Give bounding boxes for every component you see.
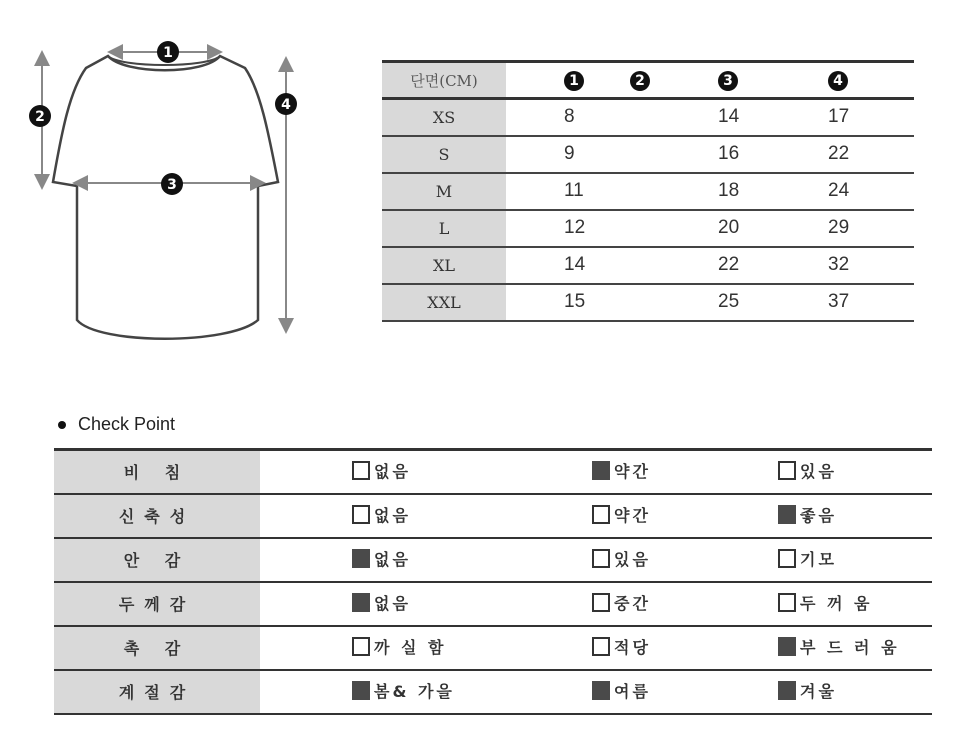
check-option[interactable] (592, 591, 651, 614)
unchecked-box-icon[interactable] (352, 461, 370, 480)
check-option-label: 까 실 함 (374, 638, 447, 657)
unchecked-box-icon[interactable] (592, 593, 610, 612)
check-option-label: 약간 (614, 506, 651, 525)
check-option[interactable] (352, 503, 411, 526)
table-row (382, 247, 914, 284)
table-row (382, 210, 914, 247)
checked-box-icon[interactable] (592, 461, 610, 480)
check-row (54, 538, 932, 582)
check-row (54, 626, 932, 670)
check-option-label: 봄& 가을 (374, 682, 455, 701)
marker-3 (161, 173, 183, 195)
check-option[interactable] (778, 547, 837, 570)
value-2 (630, 284, 710, 321)
value-1: 9 (506, 136, 630, 173)
value-3: 22 (710, 247, 826, 284)
check-row (54, 670, 932, 714)
checked-box-icon[interactable] (352, 681, 370, 700)
value-4: 24 (826, 173, 914, 210)
check-row (54, 450, 932, 494)
value-1: 11 (506, 173, 630, 210)
value-4: 17 (826, 99, 914, 136)
value-1: 14 (506, 247, 630, 284)
unchecked-box-icon[interactable] (778, 461, 796, 480)
svg-text:3: 3 (167, 177, 177, 193)
check-option-label: 여름 (614, 682, 651, 701)
check-option[interactable] (592, 459, 651, 482)
header-label: 단면(CM) (382, 62, 506, 99)
column-marker-4: 4 (828, 71, 848, 91)
check-option-label: 부 드 러 움 (800, 638, 900, 657)
table-row (382, 173, 914, 210)
size-label: M (382, 173, 506, 210)
table-row (382, 136, 914, 173)
check-point-table (54, 448, 932, 715)
check-point-title: Check Point (58, 414, 175, 435)
check-option[interactable] (592, 679, 651, 702)
unchecked-box-icon[interactable] (592, 549, 610, 568)
check-option-label: 적당 (614, 638, 651, 657)
value-2 (630, 136, 710, 173)
checked-box-icon[interactable] (778, 637, 796, 656)
checked-box-icon[interactable] (778, 505, 796, 524)
check-option[interactable] (352, 679, 455, 702)
value-3: 18 (710, 173, 826, 210)
unchecked-box-icon[interactable] (778, 549, 796, 568)
value-2 (630, 247, 710, 284)
svg-text:4: 4 (281, 97, 291, 113)
value-1: 8 (506, 99, 630, 136)
checked-box-icon[interactable] (352, 593, 370, 612)
check-option-label: 약간 (614, 462, 651, 482)
check-option-label: 겨울 (800, 682, 837, 701)
value-3: 20 (710, 210, 826, 247)
unchecked-box-icon[interactable] (592, 505, 610, 524)
svg-text:1: 1 (163, 45, 173, 61)
check-row-label: 안 감 (54, 538, 260, 582)
value-4: 32 (826, 247, 914, 284)
size-label: S (382, 136, 506, 173)
unchecked-box-icon[interactable] (352, 505, 370, 524)
value-3: 25 (710, 284, 826, 321)
unchecked-box-icon[interactable] (592, 637, 610, 656)
check-option-label: 있음 (800, 462, 837, 482)
column-marker-3: 3 (718, 71, 738, 91)
checked-box-icon[interactable] (352, 549, 370, 568)
checked-box-icon[interactable] (592, 681, 610, 700)
bullet-icon (58, 421, 66, 429)
check-row-label: 계절감 (54, 670, 260, 714)
check-option-label: 기모 (800, 550, 837, 569)
check-option[interactable] (778, 459, 837, 482)
check-option-label: 중간 (614, 594, 651, 613)
column-marker-2: 2 (630, 71, 650, 91)
check-option[interactable] (352, 591, 411, 614)
check-row-label: 비 침 (54, 450, 260, 494)
check-option-label: 있음 (614, 550, 651, 569)
unchecked-box-icon[interactable] (778, 593, 796, 612)
value-1: 12 (506, 210, 630, 247)
tshirt-measurement-diagram (20, 30, 320, 350)
check-option-label: 좋음 (800, 506, 837, 525)
column-marker-1: 1 (564, 71, 584, 91)
size-table (382, 60, 914, 322)
check-option[interactable] (778, 635, 900, 658)
check-row-label: 두께감 (54, 582, 260, 626)
check-option[interactable] (352, 459, 411, 482)
value-1: 15 (506, 284, 630, 321)
size-label: XS (382, 99, 506, 136)
check-option-label: 없음 (374, 594, 411, 613)
check-option-label: 없음 (374, 506, 411, 525)
value-2 (630, 210, 710, 247)
check-option-label: 두 꺼 움 (800, 594, 873, 613)
check-row-label: 촉 감 (54, 626, 260, 670)
check-option[interactable] (592, 635, 651, 658)
tshirt-outline (53, 56, 278, 339)
check-row-label: 신축성 (54, 494, 260, 538)
check-option-label: 없음 (374, 462, 411, 482)
unchecked-box-icon[interactable] (352, 637, 370, 656)
check-option[interactable] (352, 547, 411, 570)
checked-box-icon[interactable] (778, 681, 796, 700)
check-option-label: 없음 (374, 550, 411, 569)
check-option[interactable] (778, 591, 873, 614)
value-3: 14 (710, 99, 826, 136)
value-4: 22 (826, 136, 914, 173)
value-2 (630, 173, 710, 210)
value-4: 37 (826, 284, 914, 321)
svg-text:2: 2 (35, 109, 45, 125)
value-4: 29 (826, 210, 914, 247)
marker-2 (29, 105, 51, 127)
value-3: 16 (710, 136, 826, 173)
check-option[interactable] (592, 547, 651, 570)
check-option[interactable] (592, 503, 651, 526)
table-row (382, 284, 914, 321)
marker-1 (157, 41, 179, 63)
marker-4 (275, 93, 297, 115)
size-label: L (382, 210, 506, 247)
check-option[interactable] (778, 679, 837, 702)
check-option[interactable] (352, 635, 447, 658)
check-row (54, 494, 932, 538)
size-label: XXL (382, 284, 506, 321)
value-2 (630, 99, 710, 136)
check-row (54, 582, 932, 626)
size-label: XL (382, 247, 506, 284)
check-option[interactable] (778, 503, 837, 526)
table-row (382, 99, 914, 136)
size-table-header (382, 62, 914, 99)
